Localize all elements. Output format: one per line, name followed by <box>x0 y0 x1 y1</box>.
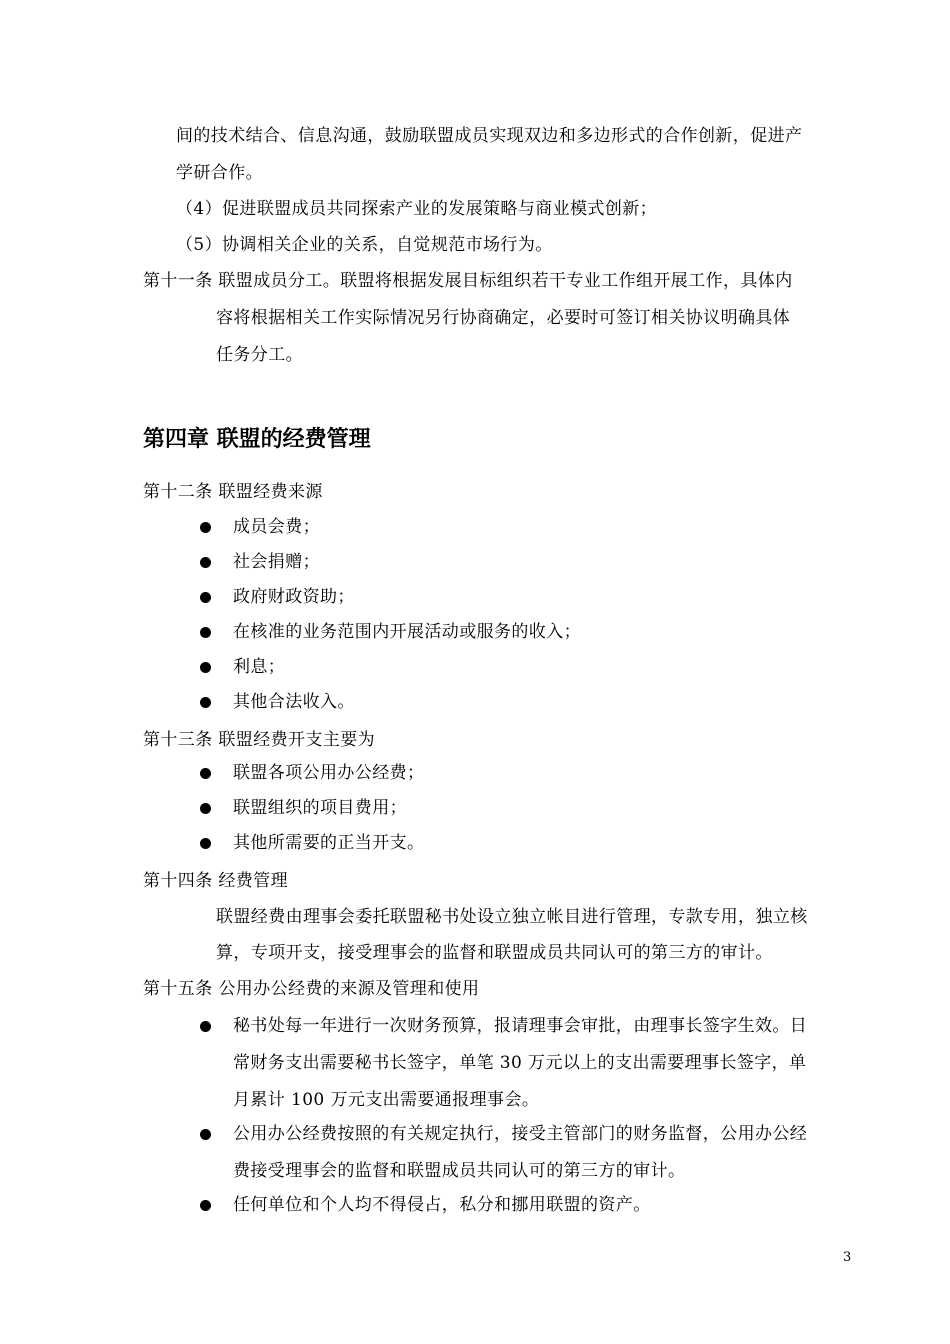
list-item: 社会捐赠； <box>233 552 320 572</box>
bullet-icon <box>200 1021 211 1032</box>
list-item-line: 常财务支出需要秘书长签字，单笔 30 万元以上的支出需要理事长签字，单 <box>233 1053 807 1073</box>
list-item: 联盟各项公用办公经费； <box>233 763 425 783</box>
list-item: 利息； <box>233 657 286 677</box>
page-number: 3 <box>843 1250 852 1265</box>
paragraph-line: 间的技术结合、信息沟通，鼓励联盟成员实现双边和多边形式的合作创新，促进产 <box>176 126 803 146</box>
bullet-icon <box>200 627 211 638</box>
article-11-line: 容将根据相关工作实际情况另行协商确定，必要时可签订相关协议明确具体 <box>216 308 791 328</box>
bullet-icon <box>200 592 211 603</box>
list-item: （5）协调相关企业的关系，自觉规范市场行为。 <box>176 235 553 255</box>
list-item-line: 秘书处每一年进行一次财务预算，报请理事会审批，由理事长签字生效。日 <box>233 1016 808 1036</box>
article-11-line: 第十一条 联盟成员分工。联盟将根据发展目标组织若干专业工作组开展工作，具体内 <box>143 271 793 291</box>
list-item-line: 公用办公经费按照的有关规定执行，接受主管部门的财务监督，公用办公经 <box>233 1124 808 1144</box>
bullet-icon <box>200 1200 211 1211</box>
list-item: 其他所需要的正当开支。 <box>233 833 425 853</box>
bullet-icon <box>200 768 211 779</box>
list-item-line: 月累计 100 万元支出需要通报理事会。 <box>233 1090 540 1110</box>
article-12-title: 第十二条 联盟经费来源 <box>143 482 323 502</box>
list-item: 成员会费； <box>233 517 320 537</box>
article-11-line: 任务分工。 <box>216 345 303 365</box>
list-item: 在核准的业务范围内开展活动或服务的收入； <box>233 622 581 642</box>
list-item: 联盟组织的项目费用； <box>233 798 407 818</box>
bullet-icon <box>200 697 211 708</box>
bullet-icon <box>200 557 211 568</box>
list-item-line: 费接受理事会的监督和联盟成员共同认可的第三方的审计。 <box>233 1161 686 1181</box>
bullet-icon <box>200 522 211 533</box>
list-item: 其他合法收入。 <box>233 692 355 712</box>
list-item: 政府财政资助； <box>233 587 355 607</box>
bullet-icon <box>200 1129 211 1140</box>
article-13-title: 第十三条 联盟经费开支主要为 <box>143 730 376 750</box>
article-14-body-line: 联盟经费由理事会委托联盟秘书处设立独立帐目进行管理，专款专用，独立核 <box>216 907 808 927</box>
bullet-icon <box>200 803 211 814</box>
article-14-title: 第十四条 经费管理 <box>143 871 289 891</box>
list-item: （4）促进联盟成员共同探索产业的发展策略与商业模式创新； <box>176 199 658 219</box>
chapter-heading: 第四章 联盟的经费管理 <box>143 427 371 452</box>
article-15-title: 第十五条 公用办公经费的来源及管理和使用 <box>143 979 480 999</box>
bullet-icon <box>200 838 211 849</box>
bullet-icon <box>200 662 211 673</box>
article-14-body-line: 算，专项开支，接受理事会的监督和联盟成员共同认可的第三方的审计。 <box>216 943 773 963</box>
paragraph-line: 学研合作。 <box>176 163 263 183</box>
list-item-line: 任何单位和个人均不得侵占，私分和挪用联盟的资产。 <box>233 1195 651 1215</box>
